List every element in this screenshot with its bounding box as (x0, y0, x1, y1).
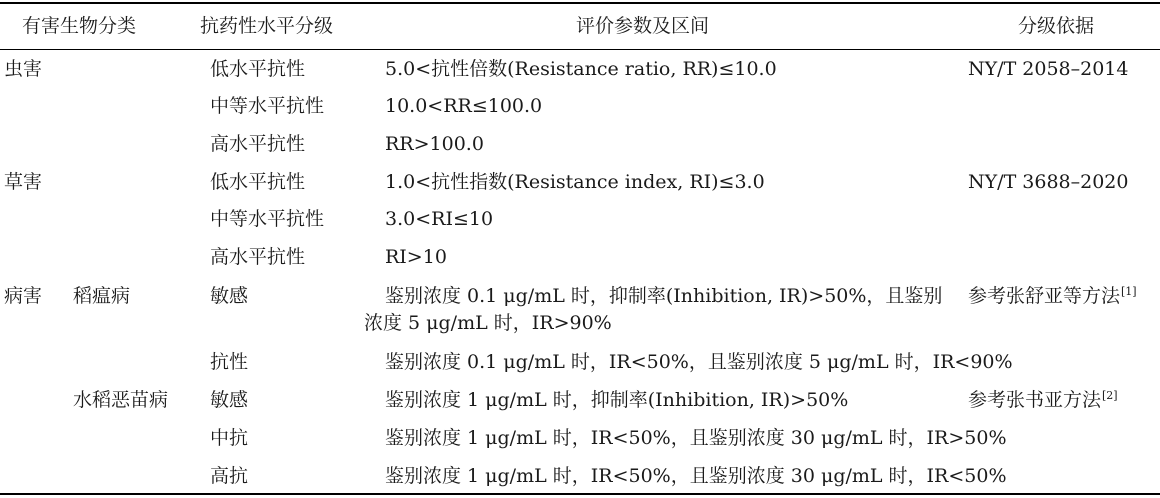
row-param: 3.0<RI≤10 (385, 208, 494, 230)
row-param: 鉴别浓度 1 μg/mL 时，IR<50%，且鉴别浓度 30 μg/mL 时，IR<50% (385, 465, 1007, 487)
row-param: 10.0<RR≤100.0 (385, 95, 543, 117)
basis-text: 参考张舒亚等方法 (968, 285, 1121, 307)
row-level: 低水平抗性 (210, 171, 306, 193)
row-category: 病害 (4, 285, 43, 307)
header-category: 有害生物分类 (22, 15, 137, 37)
row-basis (968, 284, 1137, 308)
row-level: 敏感 (210, 389, 249, 411)
table-top-rule (0, 2, 1160, 4)
row-param: 1.0<抗性指数(Resistance index, RI)≤3.0 (385, 171, 765, 193)
row-level: 抗性 (210, 351, 249, 373)
row-basis: NY/T 2058–2014 (968, 58, 1129, 80)
header-param: 评价参数及区间 (576, 15, 710, 37)
header-level: 抗药性水平分级 (200, 15, 334, 37)
row-level: 中等水平抗性 (210, 95, 325, 117)
row-param: 鉴别浓度 1 μg/mL 时，IR<50%，且鉴别浓度 30 μg/mL 时，IR>50% (385, 427, 1007, 449)
row-level: 高水平抗性 (210, 246, 306, 268)
row-subcategory: 水稻恶苗病 (73, 389, 169, 411)
row-level: 中等水平抗性 (210, 208, 325, 230)
row-level: 高水平抗性 (210, 133, 306, 155)
basis-text: 参考张书亚方法 (968, 389, 1102, 411)
row-param: 鉴别浓度 1 μg/mL 时，抑制率(Inhibition, IR)>50% (385, 389, 849, 411)
header-basis: 分级依据 (1018, 15, 1095, 37)
row-param: RR>100.0 (385, 133, 484, 155)
row-level: 中抗 (210, 427, 249, 449)
row-level: 敏感 (210, 285, 249, 307)
row-param: 鉴别浓度 0.1 μg/mL 时，IR<50%，且鉴别浓度 5 μg/mL 时，IR<90% (385, 351, 1013, 373)
row-param: 鉴别浓度 0.1 μg/mL 时，抑制率(Inhibition, IR)>50%，且鉴别浓度 5 μg/mL 时，IR>90% (364, 285, 943, 334)
row-subcategory: 稻瘟病 (73, 285, 131, 307)
table-header-rule (0, 49, 1160, 50)
row-param: RI>10 (385, 246, 447, 268)
row-level: 低水平抗性 (210, 58, 306, 80)
basis-reference: [1] (1121, 284, 1137, 298)
row-basis: NY/T 3688–2020 (968, 171, 1129, 193)
row-level: 高抗 (210, 465, 249, 487)
row-category: 草害 (4, 171, 43, 193)
row-category: 虫害 (4, 58, 43, 80)
row-param: 5.0<抗性倍数(Resistance ratio, RR)≤10.0 (385, 58, 777, 80)
row-basis (968, 388, 1118, 412)
basis-reference: [2] (1102, 388, 1118, 402)
table-bottom-rule (0, 493, 1160, 495)
